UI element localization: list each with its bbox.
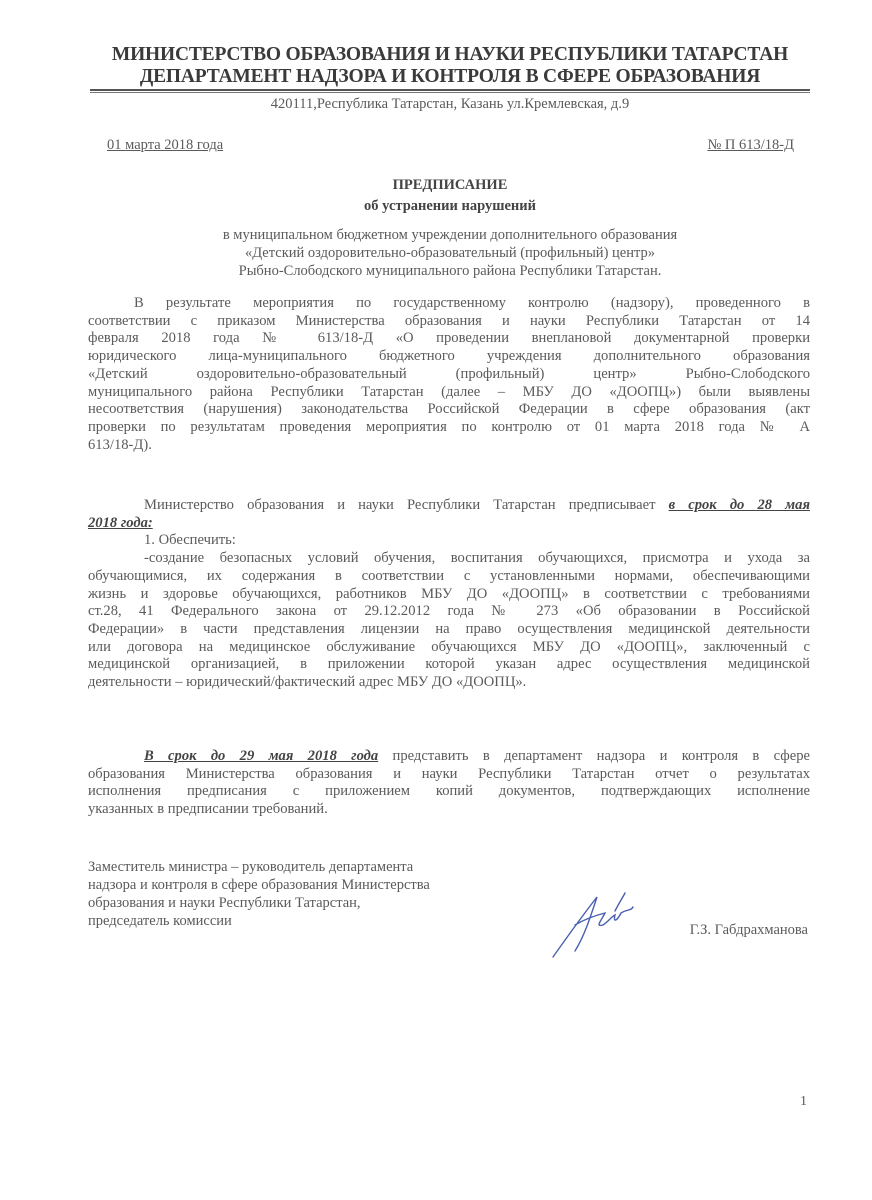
text-line <box>88 515 810 533</box>
report-paragraph <box>88 748 810 819</box>
document-number: № П 613/18-Д <box>707 137 794 153</box>
text-line: проверки по результатам проведения мероприятия по контролю от 01 марта 2018 года № А <box>88 418 810 435</box>
order-lead: Министерство образования и науки Республики Татарстан предписывает <box>144 497 656 513</box>
text-line: юридического лица-муниципального бюджетного учреждения дополнительного образования <box>88 348 810 365</box>
order-paragraph <box>88 497 810 692</box>
position-line: председатель комиссии <box>88 913 232 929</box>
page-number: 1 <box>800 1094 807 1109</box>
text-line: В результате мероприятия по государственному контролю (надзору), проведенного в <box>134 295 810 311</box>
address: 420111,Республика Татарстан, Казань ул.Кремлевская, д.9 <box>270 96 630 112</box>
institution-line: Рыбно-Слободского муниципального района Республики Татарстан. <box>238 263 662 279</box>
text-line: Федерации» в части представления лицензии на право осуществления медицинской деятельности <box>88 620 810 637</box>
text-span: представить в департамент надзора и контроля в сфере <box>392 748 810 764</box>
position-line: надзора и контроля в сфере образования Министерства <box>88 877 430 893</box>
department-heading: ДЕПАРТАМЕНТ НАДЗОРА И КОНТРОЛЯ В СФЕРЕ ОБРАЗОВАНИЯ <box>139 66 761 87</box>
text-line: муниципального района Республики Татарстан (далее – МБУ ДО «ДООПЦ») были выявлены <box>88 383 810 400</box>
handwritten-signature <box>545 885 635 965</box>
text-line: обучающимися, их содержания в соответствии с установленными нормами, обеспечивающими <box>88 567 810 584</box>
document-title: ПРЕДПИСАНИЕ <box>392 177 508 193</box>
list-item-number: 1. Обеспечить: <box>144 532 236 549</box>
deadline-emphasis: в срок до 28 мая <box>668 497 810 513</box>
header-divider <box>90 89 810 93</box>
text-line: указанных в предписании требований. <box>88 801 328 818</box>
signatory-position <box>88 858 430 930</box>
text-line: -создание безопасных условий обучения, воспитания обучающихся, присмотра и ухода за <box>144 550 810 567</box>
text-line: 613/18-Д). <box>88 436 152 453</box>
findings-paragraph <box>88 295 810 454</box>
position-line: образования и науки Республики Татарстан, <box>88 895 361 911</box>
text-line: исполнения предписания с приложением копий документов, подтверждающих исполнение <box>88 783 810 800</box>
text-line: медицинской организацией, в приложении которой указан адрес осуществления медицинской <box>88 656 810 673</box>
document-date: 01 марта 2018 года <box>107 137 224 153</box>
position-line: Заместитель министра – руководитель департамента <box>88 859 414 875</box>
text-line <box>88 748 810 766</box>
text-line: соответствии с приказом Министерства образования и науки Республики Татарстан от 14 <box>88 312 810 329</box>
document-subtitle: об устранении нарушений <box>364 198 536 214</box>
institution-line: «Детский оздоровительно-образовательный (профильный) центр» <box>244 245 655 261</box>
institution-line: в муниципальном бюджетном учреждении дополнительного образования <box>222 227 678 243</box>
text-line: образования Министерства образования и науки Республики Татарстан отчет о результатах <box>88 765 810 782</box>
text-line: «Детский оздоровительно-образовательный (профильный) центр» Рыбно-Слободского <box>88 365 810 382</box>
text-line <box>88 497 810 515</box>
text-line: или договора на медицинское обслуживание обучающихся МБУ ДО «ДООПЦ», заключенный с <box>88 638 810 655</box>
deadline-emphasis: 2018 года: <box>88 514 153 531</box>
text-line: жизнь и здоровье обучающихся, работников МБУ ДО «ДООПЦ» в соответствии с требованиями <box>88 585 810 602</box>
ministry-heading: МИНИСТЕРСТВО ОБРАЗОВАНИЯ И НАУКИ РЕСПУБЛИКИ ТАТАРСТАН <box>111 44 789 65</box>
text-line: деятельности – юридический/фактический адрес МБУ ДО «ДООПЦ». <box>88 674 527 691</box>
deadline-emphasis: В срок до 29 мая 2018 года <box>144 748 379 764</box>
text-line: ст.28, 41 Федерального закона от 29.12.2012 года № 273 «Об образовании в Российской <box>88 603 810 620</box>
text-line: февраля 2018 года № 613/18-Д «О проведении внеплановой документарной проверки <box>88 330 810 347</box>
signatory-name: Г.З. Габдрахманова <box>689 922 808 938</box>
text-line: несоответствия (нарушения) законодательства Российской Федерации в сфере образования (акт <box>88 401 810 418</box>
